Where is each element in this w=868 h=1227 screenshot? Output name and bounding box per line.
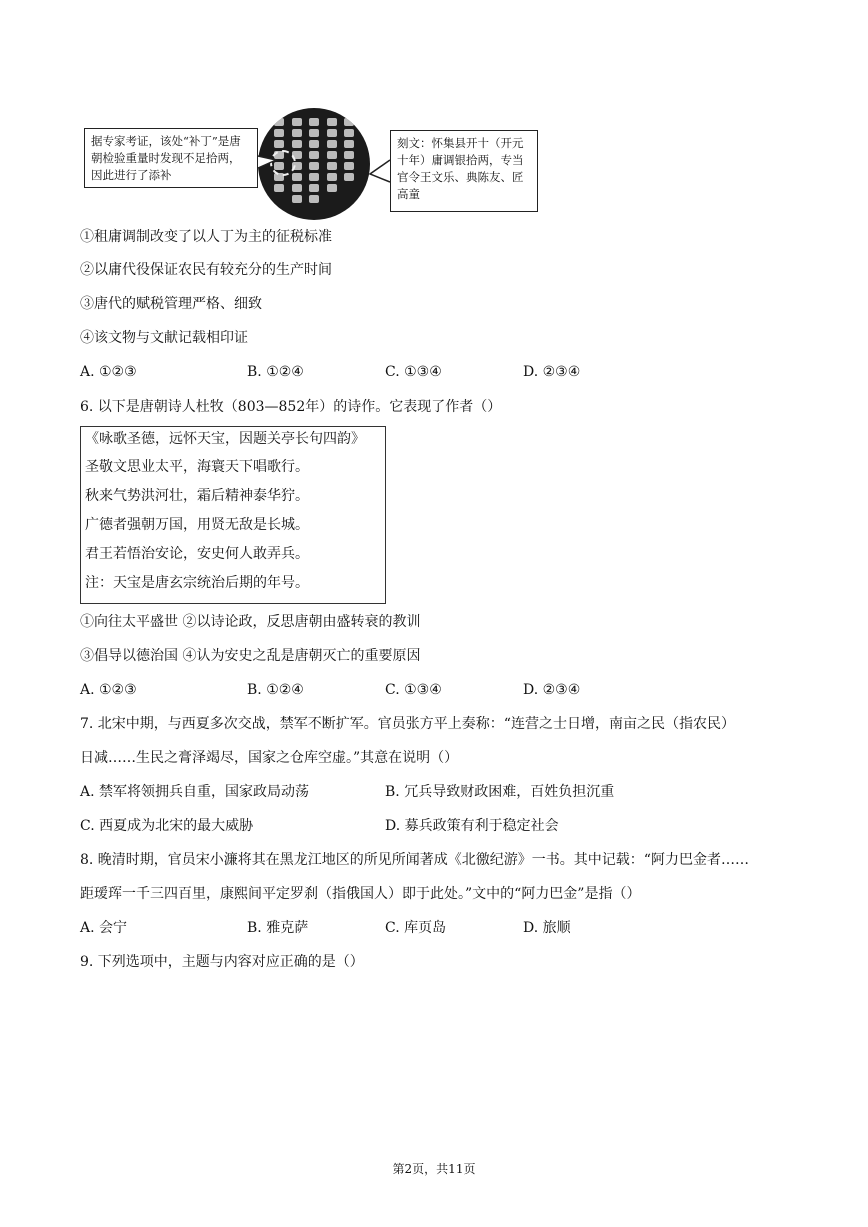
- poem-box: [80, 426, 386, 604]
- q6-option-c[interactable]: C. ①③④: [385, 682, 442, 698]
- q8-option-a[interactable]: A. 会宁: [80, 920, 128, 936]
- q6-option-d[interactable]: D. ②③④: [523, 682, 581, 698]
- q5-statement-1: ①租庸调制改变了以人丁为主的征税标准: [80, 229, 332, 245]
- right-callout: 刻文：怀集县开十（开元十年）庸调银拾两，专当官令王文乐、典陈友、匠高童: [390, 130, 538, 212]
- q7-stem-line2: 日减……生民之膏泽竭尽，国家之仓库空虚。”其意在说明（）: [80, 750, 459, 766]
- q7-option-d[interactable]: D. 募兵政策有利于稳定社会: [385, 818, 559, 834]
- q5-option-a[interactable]: A. ①②③: [80, 364, 137, 380]
- q8-option-c[interactable]: C. 库页岛: [385, 920, 447, 936]
- poem-line-3: 广德者强朝万国，用贤无敌是长城。: [85, 517, 309, 533]
- q7-option-a[interactable]: A. 禁军将领拥兵自重，国家政局动荡: [80, 784, 310, 800]
- q5-statement-3: ③唐代的赋税管理严格、细致: [80, 296, 262, 312]
- q5-option-c[interactable]: C. ①③④: [385, 364, 442, 380]
- q5-statement-2: ②以庸代役保证农民有较充分的生产时间: [80, 262, 332, 278]
- q6-statements-1: ①向往太平盛世 ②以诗论政，反思唐朝由盛转衰的教训: [80, 614, 421, 630]
- poem-line-4: 君王若悟治安论，安史何人敢弄兵。: [85, 546, 309, 562]
- q6-option-a[interactable]: A. ①②③: [80, 682, 137, 698]
- q6-option-b[interactable]: B. ①②④: [247, 682, 304, 698]
- artifact-figure: [80, 108, 540, 220]
- q8-stem-line2: 距瑷珲一千三四百里，康熙间平定罗刹（指俄国人）即于此处。”文中的“阿力巴金”是指（）: [80, 886, 641, 902]
- q7-option-b[interactable]: B. 冗兵导致财政困难，百姓负担沉重: [385, 784, 615, 800]
- q7-stem-line1: 7. 北宋中期，与西夏多次交战，禁军不断扩军。官员张方平上奏称：“连营之士日增，南亩之民（指农民）: [80, 716, 735, 732]
- q6-stem: 6. 以下是唐朝诗人杜牧（803—852年）的诗作。它表现了作者（）: [80, 399, 502, 415]
- left-callout: 据专家考证，该处“补丁”是唐朝检验重量时发现不足拾两，因此进行了添补: [84, 128, 258, 188]
- q5-statement-4: ④该文物与文献记载相印证: [80, 330, 248, 346]
- q7-option-c[interactable]: C. 西夏成为北宋的最大威胁: [80, 818, 254, 834]
- q6-statements-2: ③倡导以德治国 ④认为安史之乱是唐朝灭亡的重要原因: [80, 648, 421, 664]
- poem-line-1: 圣敬文思业太平，海寰天下唱歌行。: [85, 459, 309, 475]
- q8-option-d[interactable]: D. 旅顺: [523, 920, 571, 936]
- q5-option-d[interactable]: D. ②③④: [523, 364, 581, 380]
- q8-stem-line1: 8. 晚清时期，官员宋小濂将其在黑龙江地区的所见所闻著成《北徼纪游》一书。其中记载：“阿力巴金者……: [80, 852, 749, 868]
- page-footer: 第2页，共11页: [392, 1162, 476, 1176]
- q8-option-b[interactable]: B. 雅克萨: [247, 920, 309, 936]
- poem-note: 注：天宝是唐玄宗统治后期的年号。: [85, 575, 309, 591]
- poem-title: 《咏歌圣德，远怀天宝，因题关亭长句四韵》: [85, 431, 365, 447]
- q9-stem: 9. 下列选项中，主题与内容对应正确的是（）: [80, 954, 364, 970]
- poem-line-2: 秋来气势洪河壮，霜后精神泰华狞。: [85, 488, 309, 504]
- q5-option-b[interactable]: B. ①②④: [247, 364, 304, 380]
